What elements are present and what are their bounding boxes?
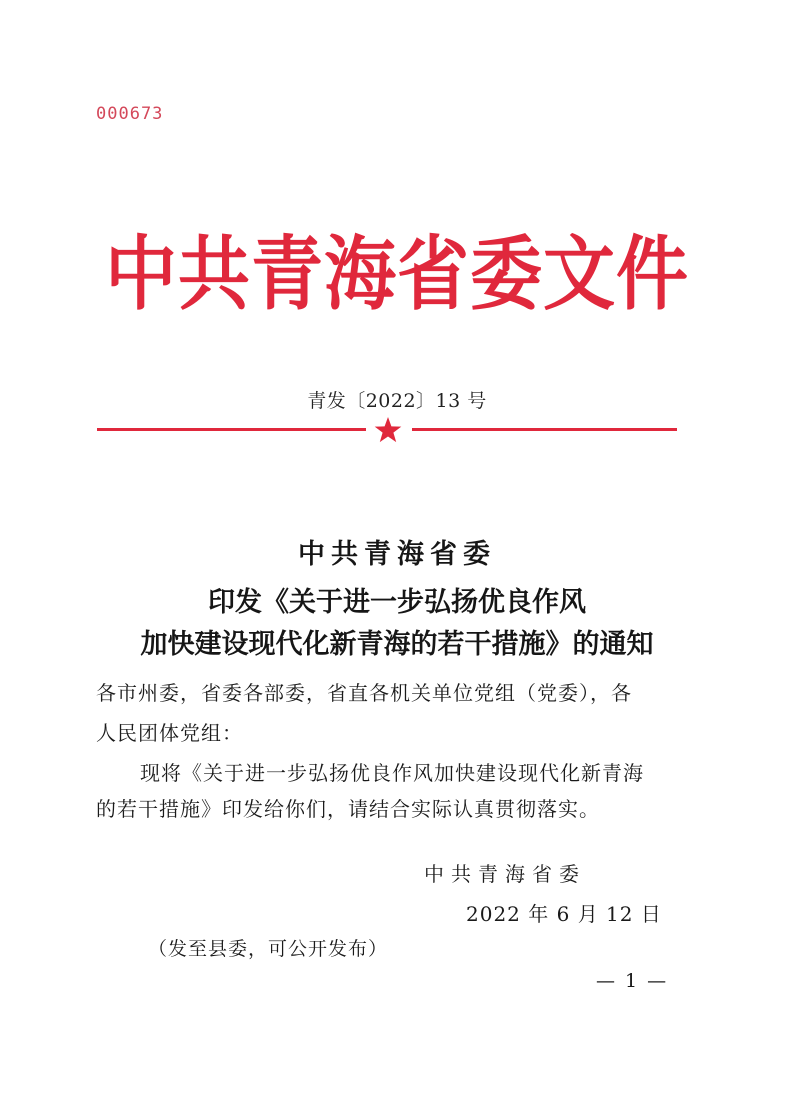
- divider-right: [412, 428, 677, 431]
- signature-date: 2022 年 6 月 12 日: [466, 902, 662, 926]
- distribution-note: （发至县委，可公开发布）: [148, 938, 389, 960]
- body-paragraph-line-2: 的若干措施》印发给你们，请结合实际认真贯彻落实。: [96, 797, 600, 821]
- notice-title-line-3: 加快建设现代化新青海的若干措施》的通知: [140, 629, 654, 660]
- masthead-title: 中共青海省委文件: [104, 226, 689, 322]
- divider-left: [97, 428, 366, 431]
- body-paragraph-line-1: 现将《关于进一步弘扬优良作风加快建设现代化新青海: [140, 761, 644, 785]
- star-icon: [374, 416, 402, 444]
- serial-number: 000673: [96, 104, 164, 124]
- notice-title-line-2: 印发《关于进一步弘扬优良作风: [208, 587, 586, 618]
- issue-number: 青发〔2022〕13 号: [307, 390, 487, 412]
- signature-organization: 中共青海省委: [424, 862, 586, 886]
- salutation-line-1: 各市州委，省委各部委，省直各机关单位党组（党委），各: [96, 681, 632, 705]
- page-number: — 1 —: [596, 970, 669, 992]
- salutation-line-2: 人民团体党组：: [96, 721, 243, 745]
- notice-title-line-1: 中共青海省委: [298, 539, 496, 570]
